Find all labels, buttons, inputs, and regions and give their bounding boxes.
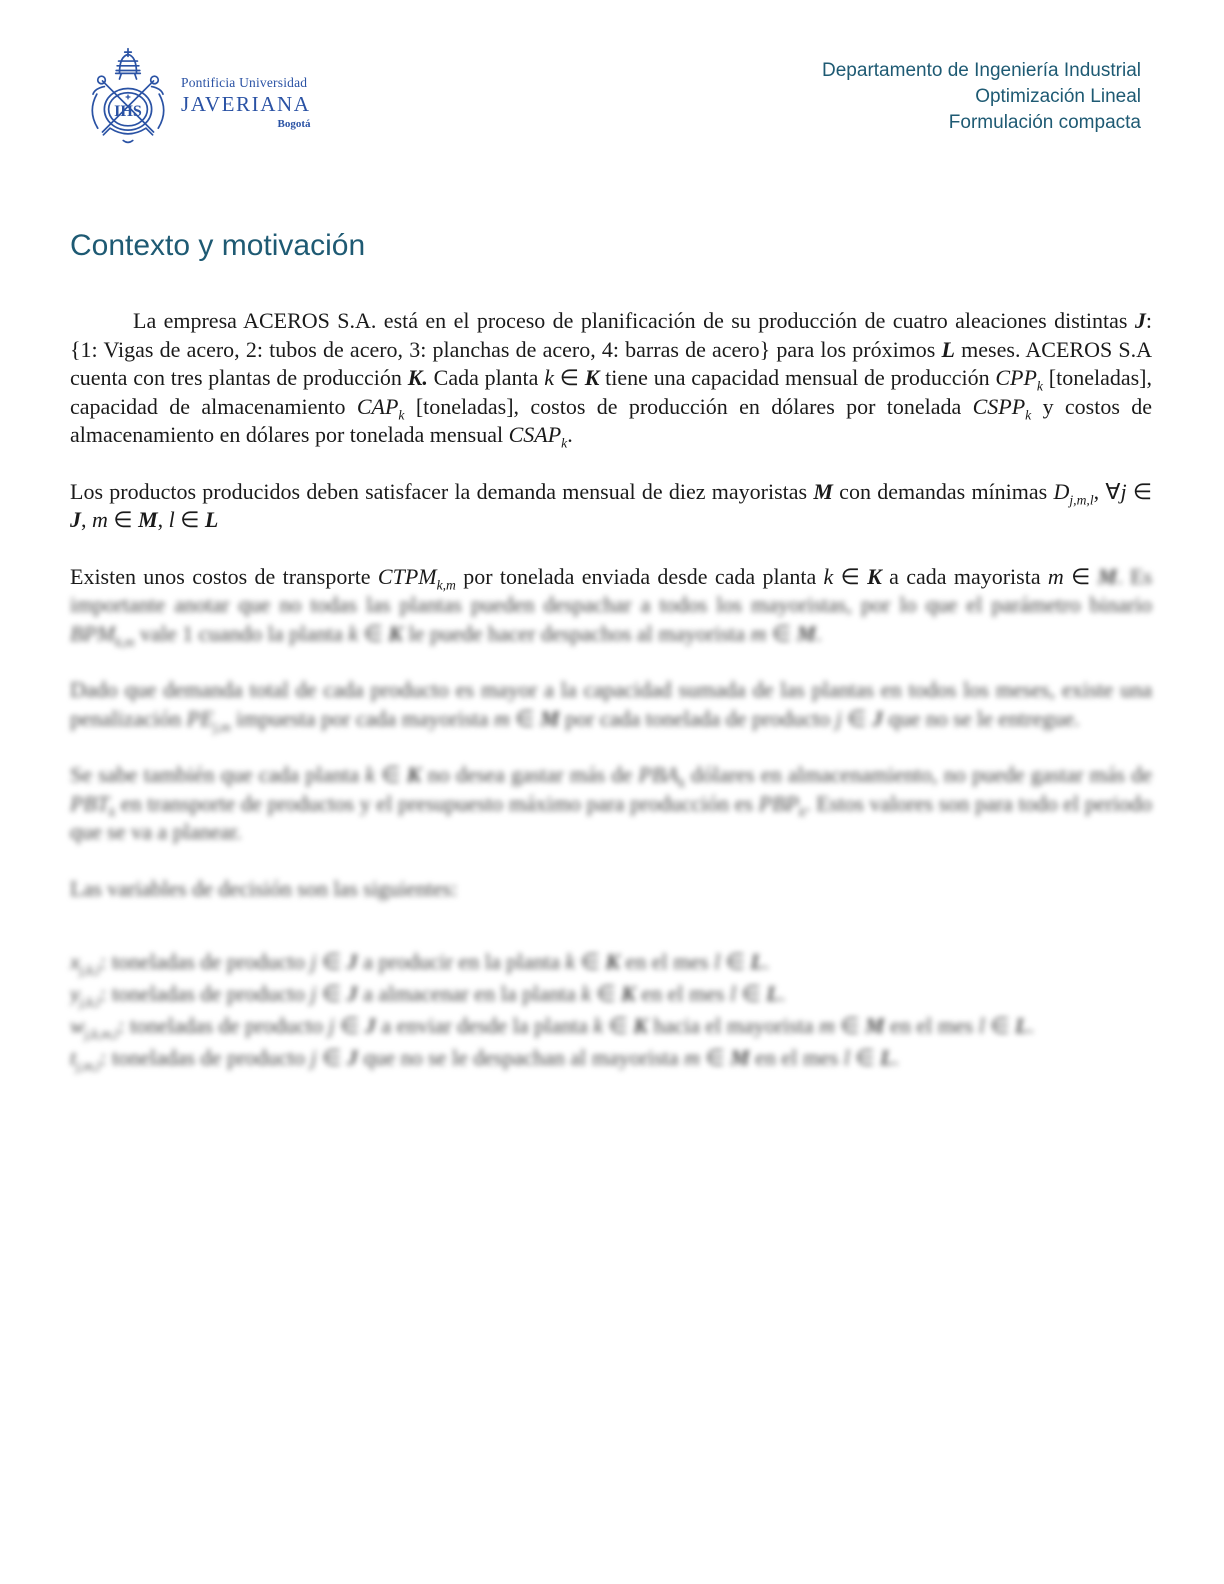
university-logo — [85, 45, 311, 149]
paragraph-budgets-blurred: Se sabe también que cada planta k ∈ K no desea gastar más de $PBA_k$ dólares en almacenamiento, no puede gastar más de $PBT_k$ en transporte de productos y el presupuesto máximo para producción es $PBP_k$. Estos valores son para todo el periodo que se va a planear. — [70, 762, 1153, 844]
wordmark-javeriana: JAVERIANA — [181, 91, 311, 116]
variable-line-x: $x_{j,k,l}$: toneladas de producto j ∈ J a producir en la planta k ∈ K en el mes l ∈ L. — [70, 949, 770, 978]
university-crest-icon — [85, 45, 171, 149]
header-course: Optimización Lineal — [975, 86, 1141, 107]
university-wordmark — [181, 76, 311, 149]
variable-line-w: $w_{j,k,m,l}$: toneladas de producto j ∈ J a enviar desde la planta k ∈ K hacia el mayorista m ∈ M en el mes l ∈ L. — [70, 1013, 1034, 1042]
document-body — [70, 307, 1152, 1074]
section-title: Contexto y motivación — [70, 229, 366, 262]
variable-line-y: $y_{j,k,l}$: toneladas de producto j ∈ J a almacenar en la planta k ∈ K en el mes l ∈ L. — [70, 981, 786, 1010]
header-doc-type: Formulación compacta — [948, 112, 1141, 133]
variable-line-t: $t_{j,m,l}$: toneladas de producto j ∈ J que no se le despachan al mayorista m ∈ M en el mes l ∈ L. — [70, 1045, 900, 1074]
paragraph-penalty-blurred: Dado que demanda total de cada producto es mayor a la capacidad sumada de las plantas en todos los meses, existe una penalización $PE_{j,m}$ impuesta por cada mayorista m ∈ M por cada tonelada de producto j ∈ J que no se le entregue. — [70, 677, 1152, 734]
paragraph-transport: Existen unos costos de transporte $CTPM_{k,m}$ por tonelada enviada desde cada planta k ∈ K a cada mayorista m ∈ M. Es importante anotar que no todas las plantas pueden despachar a todos los mayoristas, por lo que el parámetro binario $BPM_{k,m}$ vale 1 cuando la planta k ∈ K le puede hacer despachos al mayorista m ∈ M. — [70, 563, 1153, 649]
header-department: Departamento de Ingeniería Industrial — [822, 60, 1141, 81]
header-course-info — [822, 58, 1141, 136]
paragraph-intro: La empresa ACEROS S.A. está en el proceso de planificación de su producción de cuatro aleaciones distintas J: {1: Vigas de acero, 2: tubos de acero, 3: planchas de acero, 4: barras de acero} para los próximos L meses. ACEROS S.A cuenta con tres plantas de producción K. Cada planta k ∈ K tiene una capacidad mensual de producción $CPP_k$ [toneladas], capacidad de almacenamiento $CAP_k$ [toneladas], costos de producción en dólares por tonelada $CSPP_k$ y costos de almacenamiento en dólares por tonelada mensual $CSAP_k$. — [70, 308, 1153, 451]
variable-definitions — [70, 946, 1152, 1074]
svg-text:IHS: IHS — [114, 102, 142, 120]
paragraph-variables-intro-blurred: Las variables de decisión son las siguientes: — [70, 875, 458, 901]
wordmark-pontificia: Pontificia Universidad — [181, 75, 308, 90]
paragraph-demand: Los productos producidos deben satisfacer la demanda mensual de diez mayoristas M con demandas mínimas $D_{j,m,l}$, ∀j ∈ J, m ∈ M, l ∈ L — [70, 478, 1153, 532]
page-header — [0, 0, 1224, 149]
wordmark-bogota: Bogotá — [277, 117, 311, 130]
